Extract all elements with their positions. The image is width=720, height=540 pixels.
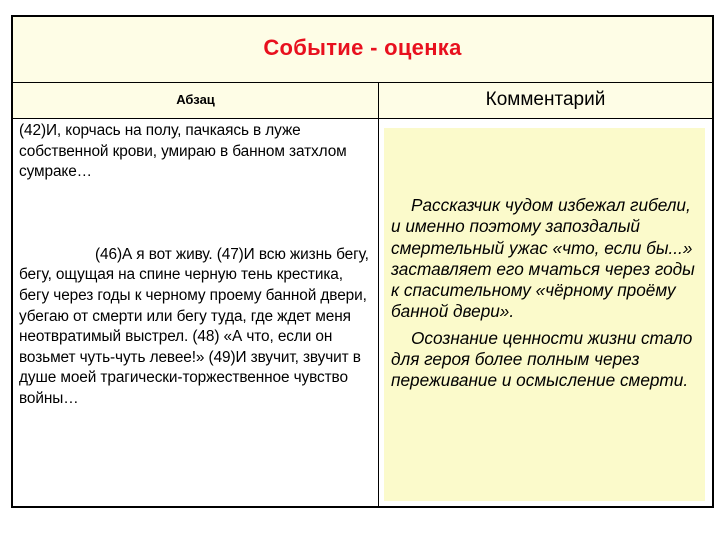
content-table xyxy=(11,15,714,508)
slide-title: Событие - оценка xyxy=(263,35,462,60)
column-divider xyxy=(378,83,379,506)
title-row xyxy=(13,17,712,83)
header-row xyxy=(13,83,712,119)
comment-cell xyxy=(384,128,705,501)
comment-paragraph-1: Рассказчик чудом избежал гибели, и именно поэтому запоздалый смертельный ужас «что, если бы...» заставляет его мчаться через годы к спасительному «чёрному проёму банной двери». xyxy=(391,195,695,322)
paragraph-cell xyxy=(19,121,375,410)
column-header-comment: Комментарий xyxy=(485,89,606,110)
column-header-paragraph: Абзац xyxy=(176,92,215,107)
paragraph-text-1: (42)И, корчась на полу, пачкаясь в луже собственной крови, умираю в банном затхлом сумраке… xyxy=(19,122,347,181)
paragraph-text-2: (46)А я вот живу. (47)И всю жизнь бегу, бегу, ощущая на спине черную тень крестика, бегу через годы к черному проему банной двери, убегаю от смерти или бегу туда, где ждет меня неотвратимый выстрел. (48) «А что, если он возьмет чуть-чуть левее!» (49)И звучит, звучит в душе моей трагически-торжественное чувство войны… xyxy=(19,245,369,407)
comment-text xyxy=(391,195,703,392)
comment-paragraph-2: Осознание ценности жизни стало для героя более полным через переживание и осмысление смерти. xyxy=(391,327,693,391)
